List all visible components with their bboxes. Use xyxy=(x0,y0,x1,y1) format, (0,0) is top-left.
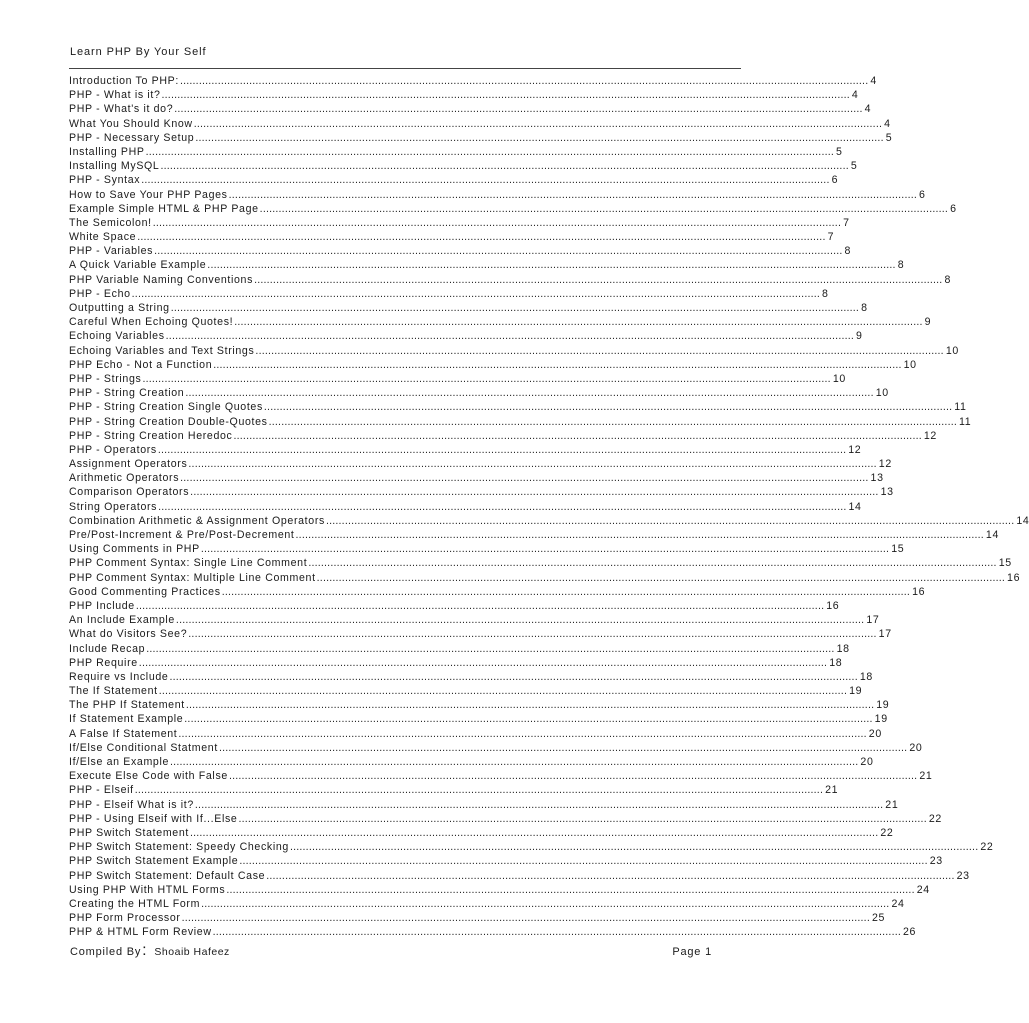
toc-dot-leader: ........................................................................................................................................................................................................................... xyxy=(160,160,849,173)
table-of-contents xyxy=(69,74,1029,939)
toc-entry-title: A Quick Variable Example xyxy=(69,259,207,272)
toc-dot-leader: ........................................................................................................................................................................................................................... xyxy=(238,812,927,825)
toc-entry-page: 8 xyxy=(844,245,852,258)
toc-entry-page: 18 xyxy=(829,656,843,669)
toc-entry[interactable] xyxy=(69,712,888,726)
toc-entry[interactable] xyxy=(69,88,859,102)
toc-entry[interactable] xyxy=(69,656,843,670)
toc-entry-title: Require vs Include xyxy=(69,670,169,683)
toc-entry[interactable] xyxy=(69,202,957,216)
toc-entry-page: 10 xyxy=(903,358,917,371)
toc-entry-page: 12 xyxy=(848,443,862,456)
toc-dot-leader: ........................................................................................................................................................................................................................... xyxy=(181,912,870,925)
toc-dot-leader: ........................................................................................................................................................................................................................... xyxy=(142,372,831,385)
toc-entry-page: 17 xyxy=(878,628,892,641)
toc-entry-page: 4 xyxy=(884,117,891,130)
toc-entry-page: 10 xyxy=(945,344,959,357)
toc-entry-page: 20 xyxy=(860,756,874,768)
toc-entry[interactable] xyxy=(69,642,850,656)
toc-dot-leader: ........................................................................................................................................................................................................................... xyxy=(189,826,879,839)
toc-entry-title: PHP & HTML Form Review xyxy=(69,926,212,939)
toc-entry[interactable] xyxy=(69,358,917,372)
toc-entry-title: Good Commenting Practices xyxy=(69,585,221,598)
toc-entry-page: 9 xyxy=(856,330,863,343)
toc-entry-title: PHP Require xyxy=(69,656,138,669)
toc-entry-title: The Semicolon! xyxy=(69,216,152,229)
footer-colon: : xyxy=(142,942,148,959)
toc-entry[interactable] xyxy=(69,400,967,414)
toc-entry[interactable] xyxy=(69,258,905,272)
toc-entry-page: 6 xyxy=(950,202,957,215)
toc-dot-leader: ........................................................................................................................................................................................................................... xyxy=(233,429,922,442)
toc-entry-page: 16 xyxy=(826,599,840,612)
toc-entry[interactable] xyxy=(69,117,891,131)
toc-entry[interactable] xyxy=(69,429,937,443)
toc-entry[interactable] xyxy=(69,301,868,315)
toc-entry-title: PHP Comment Syntax: Multiple Line Comment xyxy=(69,571,316,584)
toc-entry-page: 24 xyxy=(891,897,905,910)
toc-dot-leader: ........................................................................................................................................................................................................................... xyxy=(131,287,821,300)
toc-entry-title: If/Else Conditional Statment xyxy=(69,741,218,754)
toc-entry-page: 17 xyxy=(866,614,880,627)
toc-entry-page: 14 xyxy=(985,529,1000,541)
toc-entry-page: 5 xyxy=(836,145,843,158)
toc-entry[interactable] xyxy=(69,670,873,684)
toc-dot-leader: ........................................................................................................................................................................................................................... xyxy=(188,458,877,471)
toc-entry[interactable] xyxy=(69,613,880,627)
toc-entry-page: 13 xyxy=(880,486,894,499)
toc-entry-title: Using Comments in PHP xyxy=(69,543,200,556)
toc-entry[interactable] xyxy=(69,457,892,471)
toc-entry-title: Example Simple HTML & PHP Page xyxy=(69,202,259,215)
toc-dot-leader: ........................................................................................................................................................................................................................... xyxy=(201,897,890,910)
toc-dot-leader: ........................................................................................................................................................................................................................... xyxy=(170,302,860,314)
toc-entry-title: Pre/Post-Increment & Pre/Post-Decrement xyxy=(69,529,295,541)
toc-entry-page: 7 xyxy=(843,216,850,229)
toc-entry[interactable] xyxy=(69,769,933,783)
toc-entry-title: White Space xyxy=(69,231,137,244)
toc-entry-page: 12 xyxy=(923,429,937,442)
toc-entry[interactable] xyxy=(69,698,890,712)
toc-entry-page: 18 xyxy=(836,642,850,655)
toc-entry-page: 4 xyxy=(851,89,859,102)
toc-dot-leader: ........................................................................................................................................................................................................................... xyxy=(212,926,902,939)
footer-compiled-label: Compiled By xyxy=(70,946,142,958)
toc-entry[interactable] xyxy=(69,585,926,599)
toc-entry[interactable] xyxy=(69,471,884,485)
toc-dot-leader: ........................................................................................................................................................................................................................... xyxy=(157,443,847,456)
toc-dot-leader: ........................................................................................................................................................................................................................... xyxy=(138,656,828,669)
toc-entry-page: 6 xyxy=(919,188,926,201)
toc-entry-page: 14 xyxy=(1016,514,1029,527)
toc-dot-leader: ........................................................................................................................................................................................................................... xyxy=(188,628,877,641)
document-header-title: Learn PHP By Your Self xyxy=(70,46,207,58)
toc-entry-page: 4 xyxy=(864,103,872,116)
toc-entry-title: Execute Else Code with False xyxy=(69,770,228,783)
toc-entry-title: PHP - Elseif What is it? xyxy=(69,798,194,811)
toc-dot-leader: ........................................................................................................................................................................................................................... xyxy=(254,273,943,286)
footer-credit xyxy=(70,942,230,959)
toc-entry[interactable] xyxy=(69,812,942,826)
toc-entry-title: PHP Variable Naming Conventions xyxy=(69,273,254,286)
toc-entry-page: 25 xyxy=(871,912,886,925)
toc-entry-title: PHP - Necessary Setup xyxy=(69,131,195,144)
toc-entry[interactable] xyxy=(69,840,994,854)
toc-entry[interactable] xyxy=(69,230,835,244)
toc-entry-title: PHP - Strings xyxy=(69,372,142,385)
toc-entry-page: 20 xyxy=(909,741,923,754)
toc-entry-page: 20 xyxy=(868,727,882,740)
toc-entry[interactable] xyxy=(69,344,959,358)
toc-entry-title: PHP Echo - Not a Function xyxy=(69,358,213,371)
toc-dot-leader: ........................................................................................................................................................................................................................... xyxy=(239,855,928,868)
toc-dot-leader: ........................................................................................................................................................................................................................... xyxy=(180,472,869,485)
toc-entry[interactable] xyxy=(69,415,972,429)
toc-entry[interactable] xyxy=(69,542,905,556)
toc-dot-leader: ........................................................................................................................................................................................................................... xyxy=(152,216,842,229)
toc-entry-page: 19 xyxy=(876,699,890,712)
toc-dot-leader: ........................................................................................................................................................................................................................... xyxy=(234,316,923,329)
toc-entry[interactable] xyxy=(69,74,877,88)
toc-entry-title: PHP - Variables xyxy=(69,245,154,258)
toc-dot-leader: ........................................................................................................................................................................................................................... xyxy=(218,741,908,754)
toc-entry-title: PHP Switch Statement: Speedy Checking xyxy=(69,841,289,854)
toc-dot-leader: ........................................................................................................................................................................................................................... xyxy=(194,798,884,811)
toc-entry-page: 21 xyxy=(919,770,933,783)
toc-entry-page: 21 xyxy=(885,798,899,811)
toc-entry[interactable] xyxy=(69,102,872,116)
toc-dot-leader: ........................................................................................................................................................................................................................... xyxy=(195,131,884,144)
toc-dot-leader: ........................................................................................................................................................................................................................... xyxy=(259,202,949,215)
toc-entry[interactable] xyxy=(69,188,926,202)
toc-entry-title: PHP - Operators xyxy=(69,443,157,456)
toc-entry[interactable] xyxy=(69,514,1029,528)
toc-entry-title: PHP Switch Statement: Default Case xyxy=(69,869,266,882)
toc-dot-leader: ........................................................................................................................................................................................................................... xyxy=(174,103,863,116)
toc-entry[interactable] xyxy=(69,854,943,868)
toc-entry-page: 8 xyxy=(897,259,905,272)
toc-entry-page: 24 xyxy=(916,883,930,896)
toc-entry-title: PHP Include xyxy=(69,599,135,612)
toc-dot-leader: ........................................................................................................................................................................................................................... xyxy=(185,387,874,400)
toc-entry[interactable] xyxy=(69,329,863,343)
footer-author: Shoaib Hafeez xyxy=(154,946,230,958)
toc-entry-page: 9 xyxy=(924,316,932,329)
toc-entry-title: Arithmetic Operators xyxy=(69,472,180,485)
toc-entry-page: 11 xyxy=(954,401,967,414)
toc-entry-title: Comparison Operators xyxy=(69,486,190,499)
toc-entry-title: What do Visitors See? xyxy=(69,628,188,641)
toc-entry[interactable] xyxy=(69,173,839,187)
toc-dot-leader: ........................................................................................................................................................................................................................... xyxy=(316,571,1006,584)
toc-entry-page: 6 xyxy=(831,174,839,187)
toc-entry-page: 15 xyxy=(998,557,1012,570)
toc-entry-title: Creating the HTML Form xyxy=(69,897,201,910)
toc-dot-leader: ........................................................................................................................................................................................................................... xyxy=(228,188,918,201)
toc-dot-leader: ........................................................................................................................................................................................................................... xyxy=(185,699,875,712)
toc-entry-title: PHP - Using Elseif with If...Else xyxy=(69,812,238,825)
toc-dot-leader: ........................................................................................................................................................................................................................... xyxy=(178,727,867,740)
toc-entry-title: Using PHP With HTML Forms xyxy=(69,883,226,896)
toc-dot-leader: ........................................................................................................................................................................................................................... xyxy=(221,585,911,598)
toc-entry[interactable] xyxy=(69,528,1000,542)
toc-dot-leader: ........................................................................................................................................................................................................................... xyxy=(146,642,835,655)
toc-entry[interactable] xyxy=(69,244,852,258)
toc-entry-page: 22 xyxy=(880,826,894,839)
toc-entry[interactable] xyxy=(69,571,1021,585)
toc-entry-page: 19 xyxy=(849,685,863,698)
toc-entry-title: PHP - What's it do? xyxy=(69,103,174,116)
toc-entry-title: Combination Arithmetic & Assignment Operators xyxy=(69,514,325,527)
toc-entry[interactable] xyxy=(69,741,923,755)
toc-entry-page: 8 xyxy=(822,287,829,300)
toc-entry-page: 10 xyxy=(832,372,846,385)
toc-dot-leader: ........................................................................................................................................................................................................................... xyxy=(141,174,830,187)
toc-entry-page: 26 xyxy=(903,926,917,939)
toc-entry-page: 15 xyxy=(891,543,905,556)
toc-dot-leader: ........................................................................................................................................................................................................................... xyxy=(255,344,944,357)
toc-dot-leader: ........................................................................................................................................................................................................................... xyxy=(161,89,850,102)
toc-entry[interactable] xyxy=(69,727,882,741)
toc-entry[interactable] xyxy=(69,216,850,230)
toc-dot-leader: ........................................................................................................................................................................................................................... xyxy=(165,330,855,343)
toc-entry[interactable] xyxy=(69,684,863,698)
toc-dot-leader: ........................................................................................................................................................................................................................... xyxy=(228,770,918,783)
toc-dot-leader: ........................................................................................................................................................................................................................... xyxy=(154,245,843,258)
toc-dot-leader: ........................................................................................................................................................................................................................... xyxy=(308,557,997,570)
toc-entry-title: PHP - String Creation Single Quotes xyxy=(69,401,263,414)
toc-dot-leader: ........................................................................................................................................................................................................................... xyxy=(268,415,958,428)
toc-entry-title: PHP - String Creation xyxy=(69,387,185,400)
toc-entry[interactable] xyxy=(69,443,862,457)
toc-entry-title: Outputting a String xyxy=(69,302,170,314)
toc-entry[interactable] xyxy=(69,783,839,797)
toc-entry[interactable] xyxy=(69,755,874,769)
toc-entry-title: PHP - What is it? xyxy=(69,89,161,102)
toc-entry[interactable] xyxy=(69,287,829,301)
footer-page-number: Page 1 xyxy=(672,946,712,958)
toc-entry-title: Introduction To PHP: xyxy=(69,75,179,87)
toc-entry-title: The If Statement xyxy=(69,685,158,698)
toc-dot-leader: ........................................................................................................................................................................................................................... xyxy=(190,486,879,499)
toc-dot-leader: ........................................................................................................................................................................................................................... xyxy=(158,685,848,698)
toc-dot-leader: ........................................................................................................................................................................................................................... xyxy=(135,599,825,612)
toc-entry-page: 4 xyxy=(870,75,877,87)
toc-entry[interactable] xyxy=(69,145,843,159)
toc-entry[interactable] xyxy=(69,869,970,883)
toc-entry-title: Include Recap xyxy=(69,642,146,655)
toc-entry-title: Installing MySQL xyxy=(69,160,160,173)
toc-entry-title: Assignment Operators xyxy=(69,458,188,471)
toc-entry-title: Echoing Variables xyxy=(69,330,165,343)
toc-entry-title: PHP Form Processor xyxy=(69,912,181,925)
toc-dot-leader: ........................................................................................................................................................................................................................... xyxy=(169,670,858,683)
toc-entry-page: 18 xyxy=(859,670,873,683)
toc-entry-page: 10 xyxy=(875,387,889,400)
toc-entry[interactable] xyxy=(69,556,1012,570)
page-footer xyxy=(70,942,712,959)
toc-dot-leader: ........................................................................................................................................................................................................................... xyxy=(170,756,859,768)
toc-entry[interactable] xyxy=(69,372,846,386)
toc-entry-page: 16 xyxy=(1007,571,1021,584)
toc-dot-leader: ........................................................................................................................................................................................................................... xyxy=(263,401,953,414)
toc-entry[interactable] xyxy=(69,798,899,812)
toc-entry-page: 5 xyxy=(885,131,893,144)
toc-entry-title: PHP - Echo xyxy=(69,287,131,300)
toc-entry[interactable] xyxy=(69,599,840,613)
toc-dot-leader: ........................................................................................................................................................................................................................... xyxy=(184,713,873,726)
toc-dot-leader: ........................................................................................................................................................................................................................... xyxy=(295,529,984,541)
toc-entry[interactable] xyxy=(69,273,951,287)
toc-entry-title: PHP Switch Statement Example xyxy=(69,855,239,868)
toc-dot-leader: ........................................................................................................................................................................................................................... xyxy=(137,231,826,244)
toc-entry-title: If Statement Example xyxy=(69,713,184,726)
toc-entry[interactable] xyxy=(69,627,892,641)
toc-dot-leader: ........................................................................................................................................................................................................................... xyxy=(134,784,824,797)
toc-entry-page: 7 xyxy=(827,231,835,244)
toc-entry[interactable] xyxy=(69,386,889,400)
toc-entry[interactable] xyxy=(69,826,894,840)
toc-dot-leader: ........................................................................................................................................................................................................................... xyxy=(175,614,865,627)
toc-dot-leader: ........................................................................................................................................................................................................................... xyxy=(289,841,979,854)
toc-entry-page: 22 xyxy=(980,841,994,854)
toc-entry-page: 16 xyxy=(912,585,926,598)
toc-dot-leader: ........................................................................................................................................................................................................................... xyxy=(158,500,847,513)
toc-entry-title: PHP - String Creation Heredoc xyxy=(69,429,233,442)
toc-entry-title: If/Else an Example xyxy=(69,756,170,768)
toc-entry-page: 13 xyxy=(870,472,884,485)
toc-entry-title: A False If Statement xyxy=(69,727,178,740)
toc-entry[interactable] xyxy=(69,159,858,173)
toc-entry-page: 22 xyxy=(928,812,942,825)
toc-entry[interactable] xyxy=(69,485,894,499)
toc-dot-leader: ........................................................................................................................................................................................................................... xyxy=(193,117,883,130)
toc-entry-page: 12 xyxy=(878,458,892,471)
toc-entry-title: String Operators xyxy=(69,500,158,513)
toc-dot-leader: ........................................................................................................................................................................................................................... xyxy=(200,543,890,556)
toc-entry[interactable] xyxy=(69,315,932,329)
toc-dot-leader: ........................................................................................................................................................................................................................... xyxy=(266,869,955,882)
toc-entry-page: 11 xyxy=(959,415,972,428)
toc-entry[interactable] xyxy=(69,925,917,939)
header-divider xyxy=(69,68,741,69)
toc-entry-title: PHP Comment Syntax: Single Line Comment xyxy=(69,557,308,570)
toc-dot-leader: ........................................................................................................................................................................................................................... xyxy=(226,883,915,896)
toc-entry-title: PHP Switch Statement xyxy=(69,826,189,839)
toc-entry-title: An Include Example xyxy=(69,614,175,627)
toc-dot-leader: ........................................................................................................................................................................................................................... xyxy=(207,259,896,272)
toc-entry[interactable] xyxy=(69,131,893,145)
toc-entry-title: PHP - String Creation Double-Quotes xyxy=(69,415,268,428)
toc-entry-page: 8 xyxy=(944,273,951,286)
toc-dot-leader: ........................................................................................................................................................................................................................... xyxy=(179,75,869,87)
toc-entry-title: What You Should Know xyxy=(69,117,193,130)
toc-entry-title: Careful When Echoing Quotes! xyxy=(69,316,234,329)
toc-entry-title: PHP - Syntax xyxy=(69,174,141,187)
toc-entry-page: 19 xyxy=(874,713,888,726)
toc-entry-page: 14 xyxy=(848,500,862,513)
toc-entry-title: PHP - Elseif xyxy=(69,784,134,797)
toc-dot-leader: ........................................................................................................................................................................................................................... xyxy=(213,358,902,371)
toc-dot-leader: ........................................................................................................................................................................................................................... xyxy=(145,145,835,158)
toc-entry-title: How to Save Your PHP Pages xyxy=(69,188,228,201)
toc-entry-title: Installing PHP xyxy=(69,145,145,158)
toc-entry-page: 8 xyxy=(861,302,868,314)
toc-entry[interactable] xyxy=(69,897,905,911)
toc-entry[interactable] xyxy=(69,883,930,897)
toc-entry-title: The PHP If Statement xyxy=(69,699,185,712)
toc-entry-page: 5 xyxy=(850,160,858,173)
toc-dot-leader: ........................................................................................................................................................................................................................... xyxy=(325,514,1015,527)
toc-entry-page: 23 xyxy=(956,869,970,882)
toc-entry[interactable] xyxy=(69,500,862,514)
toc-entry-page: 23 xyxy=(929,855,943,868)
toc-entry[interactable] xyxy=(69,911,886,925)
toc-entry-title: Echoing Variables and Text Strings xyxy=(69,344,255,357)
toc-entry-page: 21 xyxy=(825,784,839,797)
